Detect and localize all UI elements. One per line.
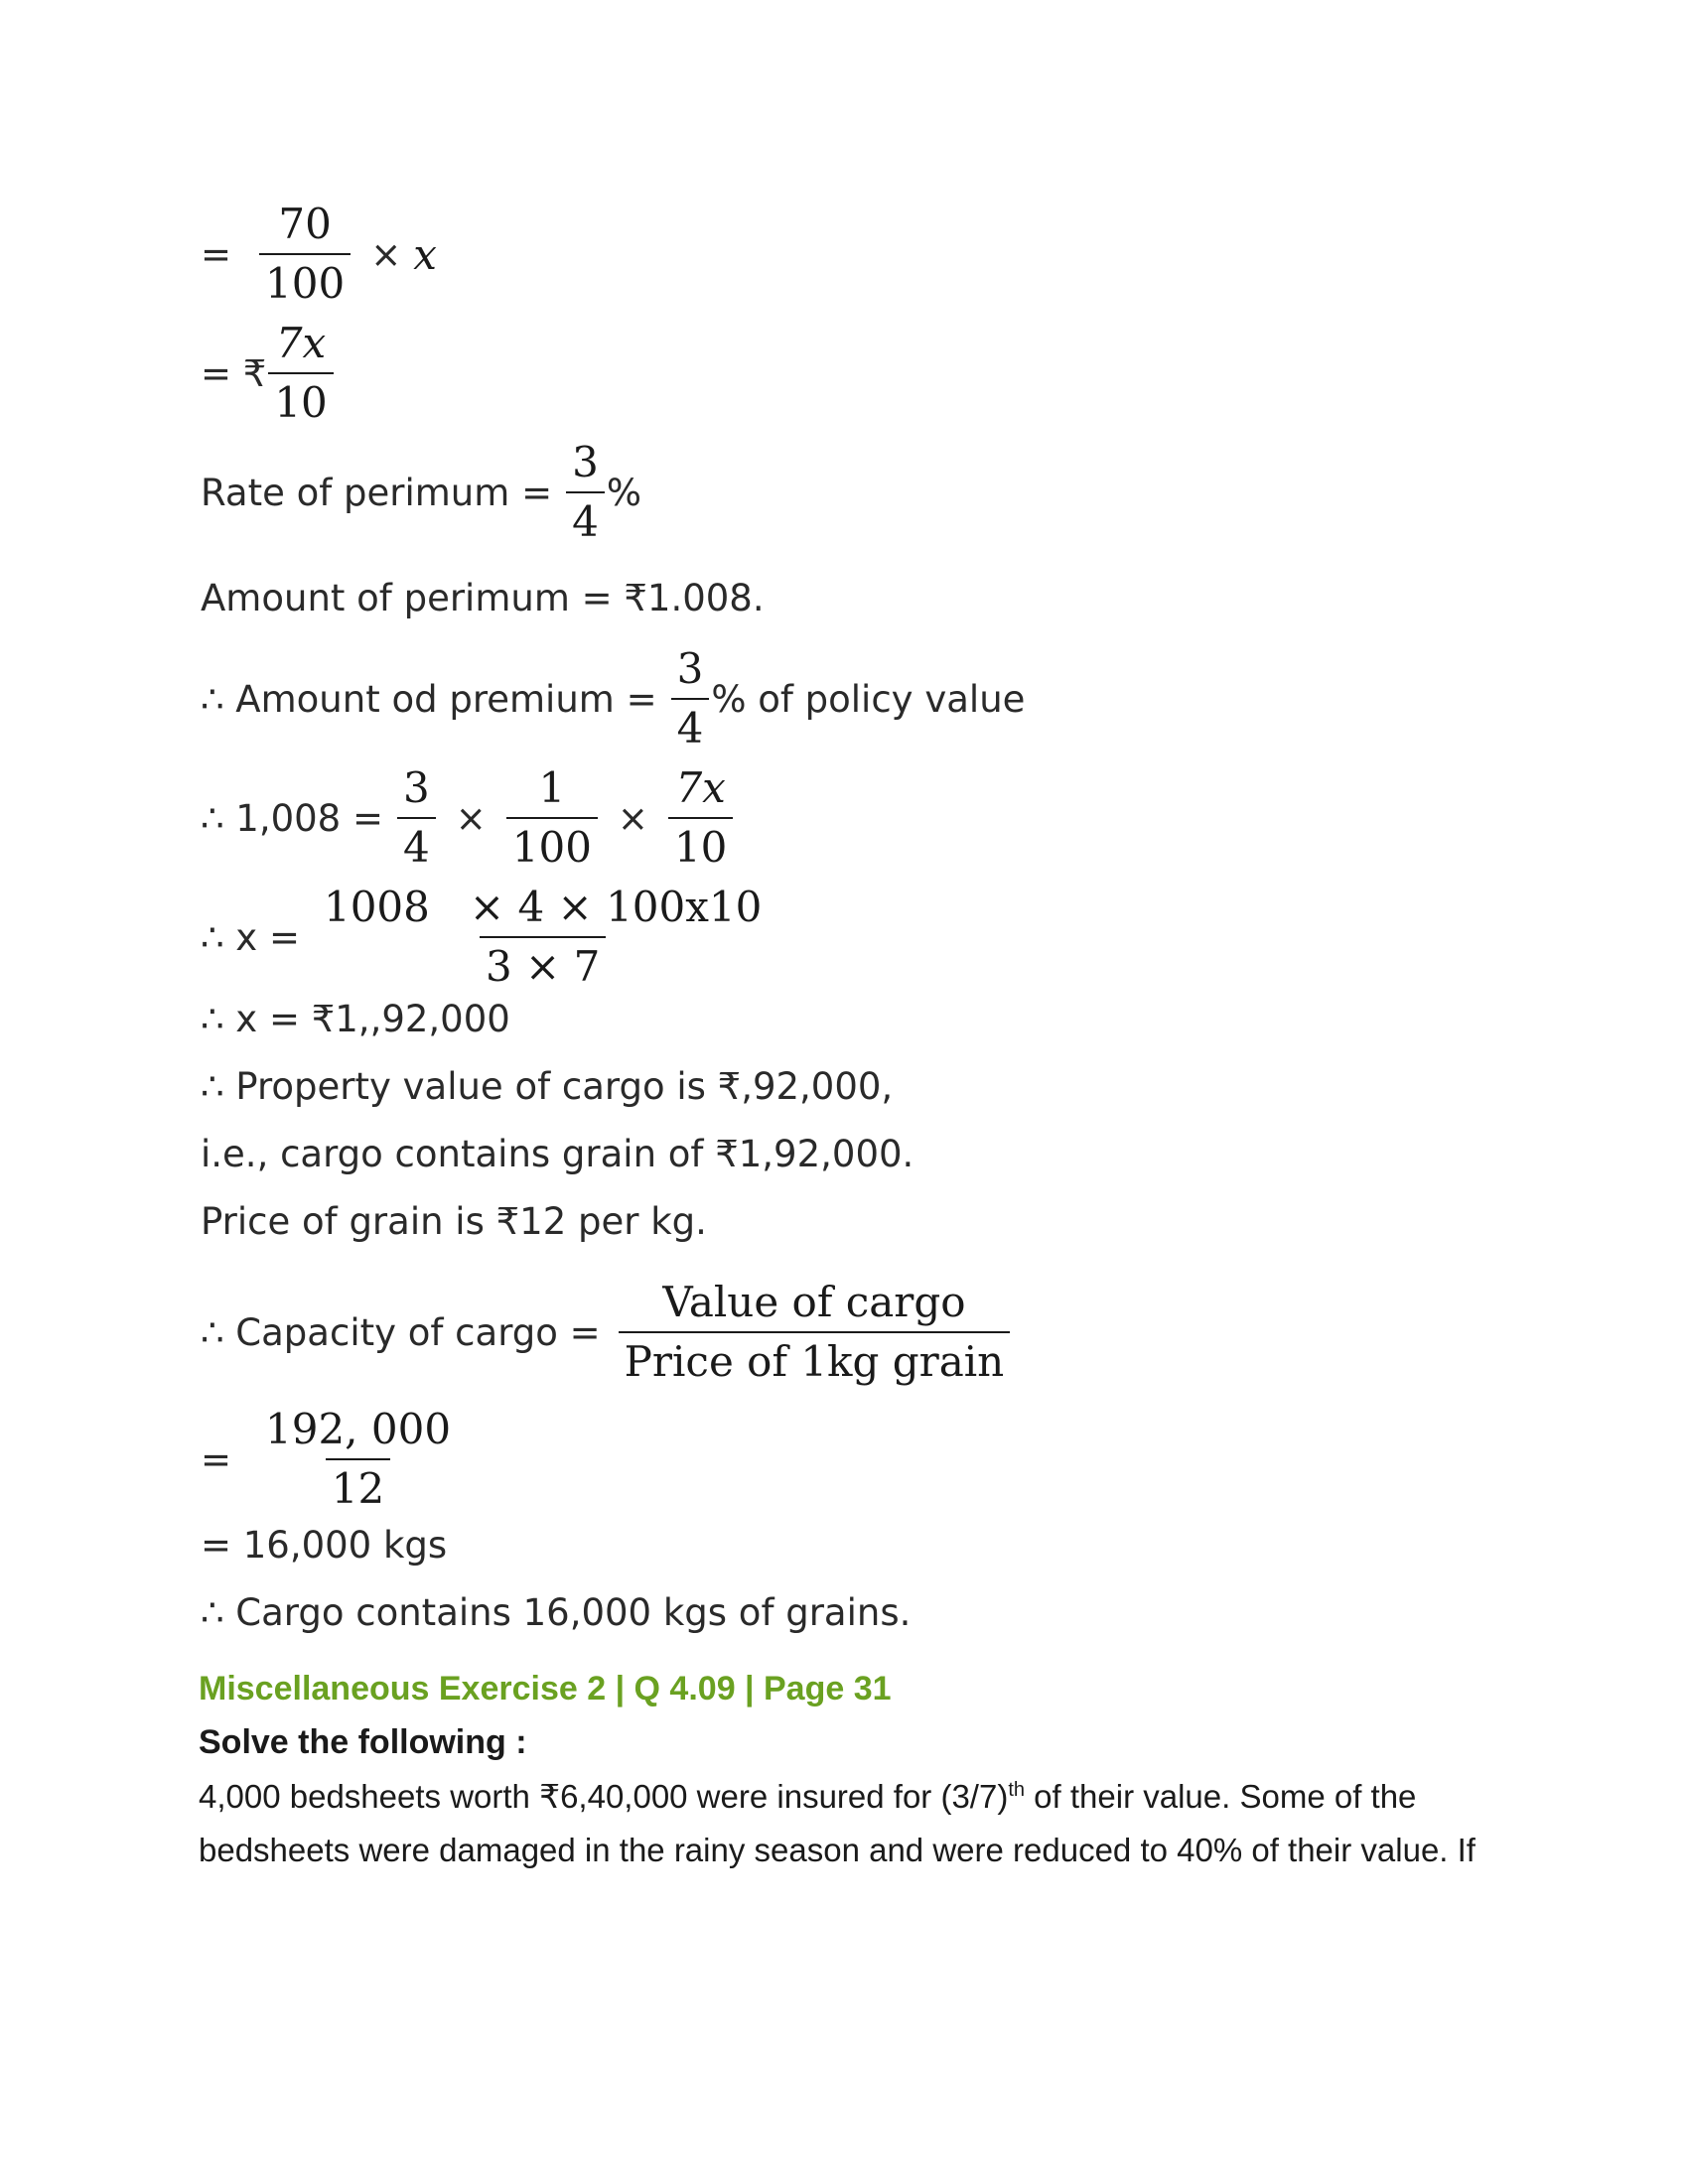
property-line	[201, 1058, 893, 1114]
amount-line	[201, 570, 765, 625]
numerator: 1	[538, 763, 566, 812]
denominator: 3 × 7	[480, 936, 606, 988]
numerator: 3	[572, 438, 599, 486]
question-text-a: 4,000 bedsheets worth ₹6,40,000 were insured for (3/7)	[199, 1778, 1009, 1815]
capacity-line	[201, 1263, 1018, 1402]
price-text: Price of grain is ₹12 per kg.	[201, 1199, 707, 1243]
equation-label: ∴ 1,008 =	[201, 796, 383, 840]
fraction-capacity	[619, 1278, 1011, 1386]
numerator: 70	[278, 200, 332, 248]
times-sign: ×	[370, 232, 402, 276]
property-text: ∴ Property value of cargo is ₹,92,000,	[201, 1064, 894, 1108]
denominator: 4	[397, 817, 436, 869]
ie-line	[201, 1126, 914, 1181]
kgs-line	[201, 1517, 447, 1572]
denominator: 100	[506, 817, 598, 869]
denominator: Price of 1kg grain	[619, 1331, 1011, 1383]
equation-x	[201, 868, 775, 1007]
fraction-3-4	[671, 644, 710, 752]
question-text-b: of their value. Some of the	[1025, 1778, 1417, 1815]
fraction-7x-10	[268, 319, 333, 427]
equation-line-1	[201, 185, 437, 324]
equation-division	[201, 1390, 465, 1529]
superscript-th: th	[1008, 1779, 1026, 1801]
solve-instruction: Solve the following :	[199, 1723, 527, 1761]
amount-premium-line	[201, 629, 1025, 768]
fraction-1-100	[506, 763, 598, 872]
exercise-heading: Miscellaneous Exercise 2 | Q 4.09 | Page 31	[199, 1670, 892, 1707]
equation-1008	[201, 749, 741, 887]
fraction-x	[318, 883, 768, 991]
denominator: 100	[259, 253, 351, 305]
times-sign: ×	[455, 796, 487, 840]
amount-text: Amount of perimum = ₹1.008.	[201, 576, 765, 619]
x-value-line	[201, 991, 510, 1046]
conclusion-text: ∴ Cargo contains 16,000 kgs of grains.	[201, 1590, 912, 1634]
equation-line-2	[201, 304, 342, 443]
fraction-70-100	[259, 200, 351, 308]
rate-label: Rate of perimum =	[201, 471, 553, 514]
rate-line	[201, 423, 641, 562]
capacity-label: ∴ Capacity of cargo =	[201, 1310, 601, 1354]
ie-text: i.e., cargo contains grain of ₹1,92,000.	[201, 1132, 914, 1175]
amount-premium-label: ∴ Amount od premium =	[201, 677, 657, 721]
denominator: 10	[268, 372, 333, 424]
question-line-1	[199, 1777, 1416, 1816]
equals-sign: =	[201, 232, 232, 276]
equals-rupee: = ₹	[201, 351, 267, 395]
numerator: Value of cargo	[662, 1278, 966, 1326]
denominator: 10	[668, 817, 733, 869]
conclusion-line	[201, 1584, 911, 1640]
fraction-7x-10	[668, 763, 733, 872]
numerator: 7x	[675, 763, 726, 812]
equation-label: ∴ x =	[201, 915, 300, 959]
percent-sign: %	[606, 471, 641, 514]
fraction-3-4	[397, 763, 436, 872]
fraction-3-4	[566, 438, 605, 546]
denominator: 12	[326, 1458, 390, 1510]
price-line	[201, 1193, 707, 1249]
numerator: 192, 000	[265, 1405, 452, 1453]
equals-sign: =	[201, 1437, 232, 1481]
numerator: 3	[403, 763, 430, 812]
numerator: 1008 × 4 × 100x10	[323, 883, 763, 931]
denominator: 4	[671, 698, 710, 750]
fraction-192000-12	[259, 1405, 457, 1513]
x-value-text: ∴ x = ₹1,,92,000	[201, 997, 510, 1040]
denominator: 4	[566, 491, 605, 543]
question-line-2: bedsheets were damaged in the rainy season and were reduced to 40% of their value. If	[199, 1832, 1476, 1868]
policy-value-suffix: % of policy value	[711, 677, 1026, 721]
variable-x: x	[413, 229, 437, 279]
numerator: 7x	[275, 319, 327, 367]
times-sign: ×	[617, 796, 648, 840]
numerator: 3	[676, 644, 704, 693]
kgs-text: = 16,000 kgs	[201, 1523, 448, 1567]
